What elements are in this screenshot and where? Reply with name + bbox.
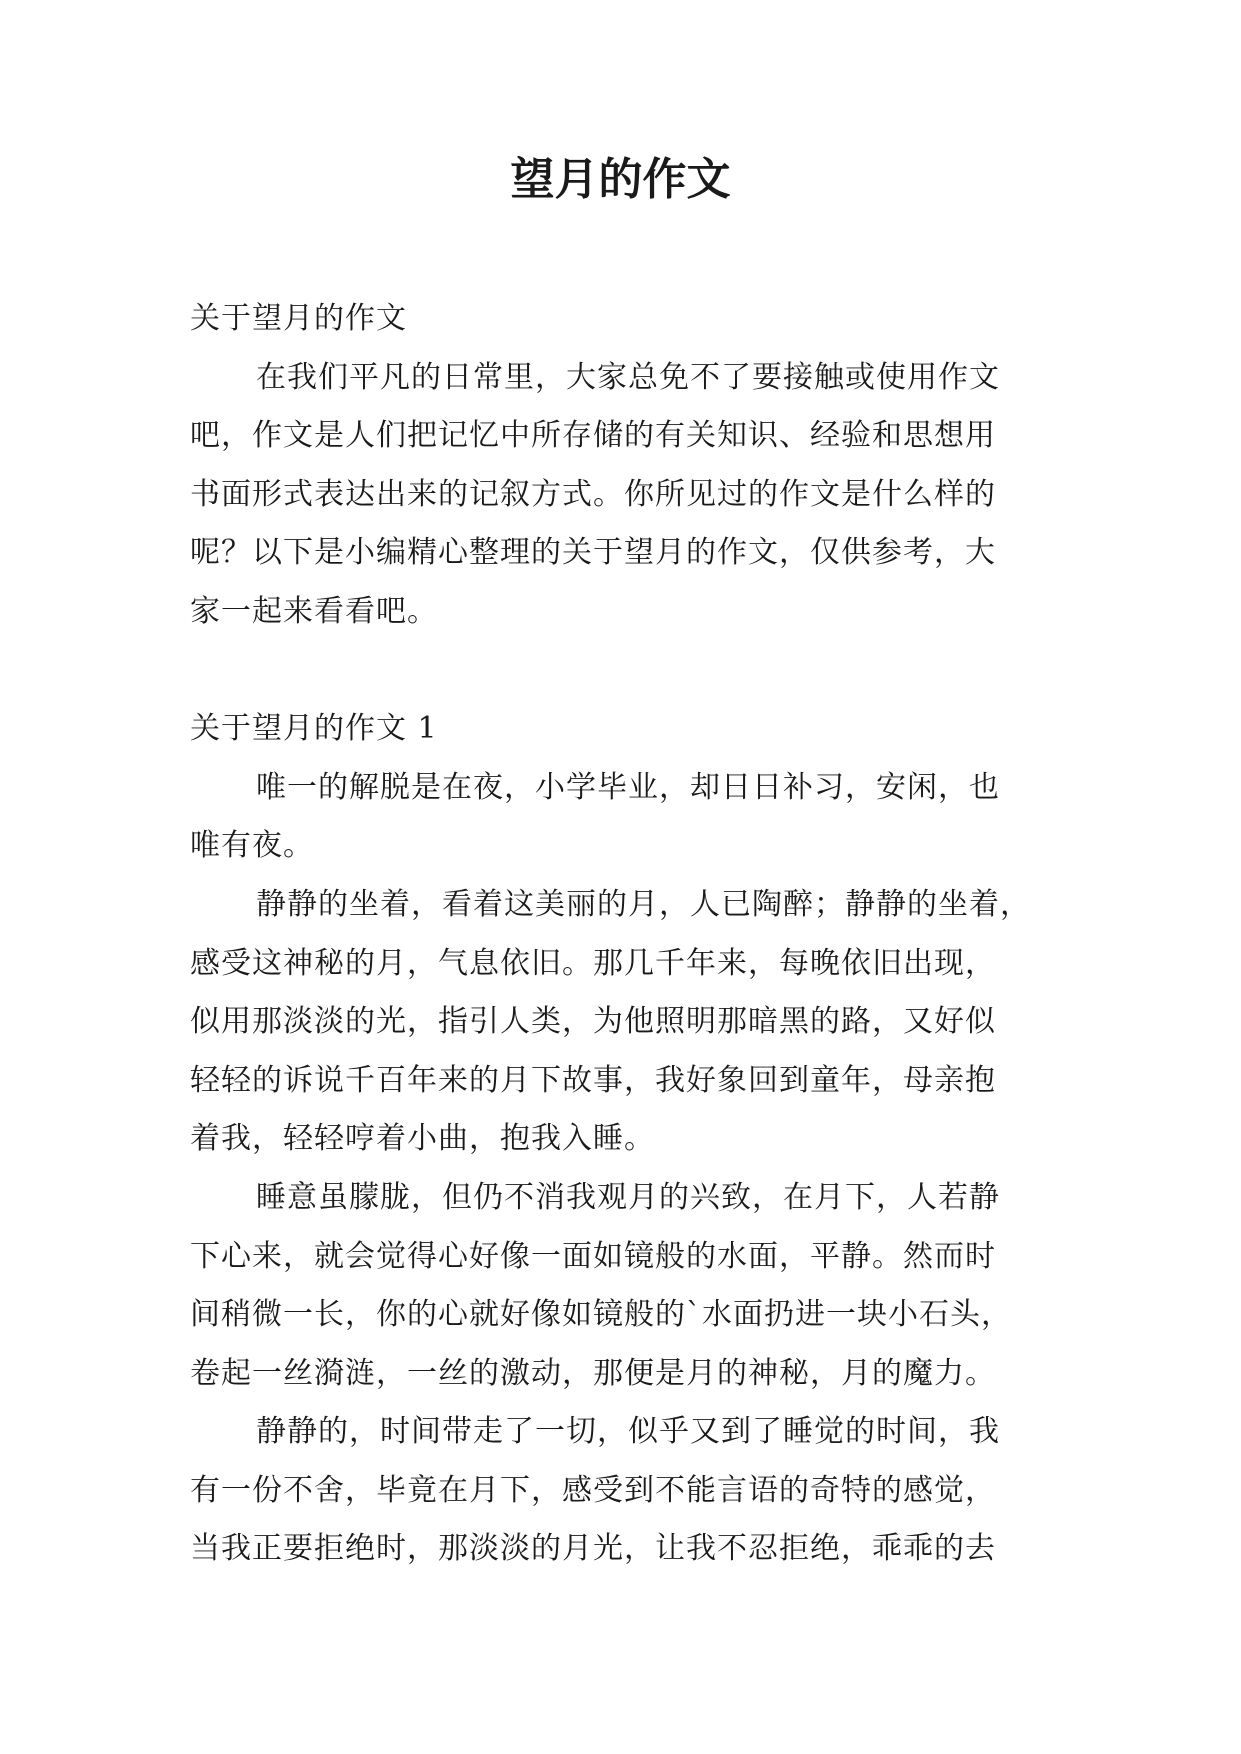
paragraph-line: 吧，作文是人们把记忆中所存储的有关知识、经验和思想用	[190, 418, 996, 454]
paragraph-line: 感受这神秘的月，气息依旧。那几千年来，每晚依旧出现，	[190, 945, 996, 981]
paragraph-line: 家一起来看看吧。	[190, 593, 438, 629]
paragraph-line: 间稍微一长，你的心就好像如镜般的`水面扔进一块小石头，	[190, 1297, 1012, 1333]
paragraph-line: 静静的坐着，看着这美丽的月，人已陶醉；静静的坐着，	[256, 886, 1031, 922]
paragraph-line: 下心来，就会觉得心好像一面如镜般的水面，平静。然而时	[190, 1238, 996, 1274]
paragraph-1	[190, 759, 1070, 876]
paragraph-line: 睡意虽朦胧，但仍不消我观月的兴致，在月下，人若静	[256, 1179, 1000, 1215]
paragraph-line: 在我们平凡的日常里，大家总免不了要接触或使用作文	[256, 359, 1000, 395]
paragraph-2	[190, 876, 1070, 1169]
paragraph-line: 有一份不舍，毕竟在月下，感受到不能言语的奇特的感觉，	[190, 1472, 996, 1508]
paragraph-line: 静静的，时间带走了一切，似乎又到了睡觉的时间，我	[256, 1414, 1000, 1450]
paragraph-line: 当我正要拒绝时，那淡淡的月光，让我不忍拒绝，乖乖的去	[190, 1531, 996, 1567]
paragraph-line: 着我，轻轻哼着小曲，抱我入睡。	[190, 1121, 655, 1157]
intro-heading: 关于望月的作文	[190, 301, 407, 336]
paragraph-line: 呢？以下是小编精心整理的关于望月的作文，仅供参考，大	[190, 535, 996, 571]
paragraph-line: 书面形式表达出来的记叙方式。你所见过的作文是什么样的	[190, 476, 996, 512]
document-body	[190, 290, 1070, 1579]
paragraph-line: 唯有夜。	[190, 828, 314, 864]
section-heading: 关于望月的作文 1	[190, 711, 438, 747]
paragraph-line: 似用那淡淡的光，指引人类，为他照明那暗黑的路，又好似	[190, 1004, 996, 1040]
page-title: 望月的作文	[510, 154, 731, 205]
paragraph-line: 轻轻的诉说千百年来的月下故事，我好象回到童年，母亲抱	[190, 1062, 996, 1098]
paragraph-line: 卷起一丝漪涟，一丝的激动，那便是月的神秘，月的魔力。	[190, 1355, 996, 1391]
section-spacer	[190, 642, 1070, 701]
paragraph-line: 唯一的解脱是在夜，小学毕业，却日日补习，安闲，也	[256, 769, 1000, 805]
paragraph-3	[190, 1169, 1070, 1403]
intro-paragraph	[190, 349, 1070, 642]
paragraph-4	[190, 1403, 1070, 1579]
